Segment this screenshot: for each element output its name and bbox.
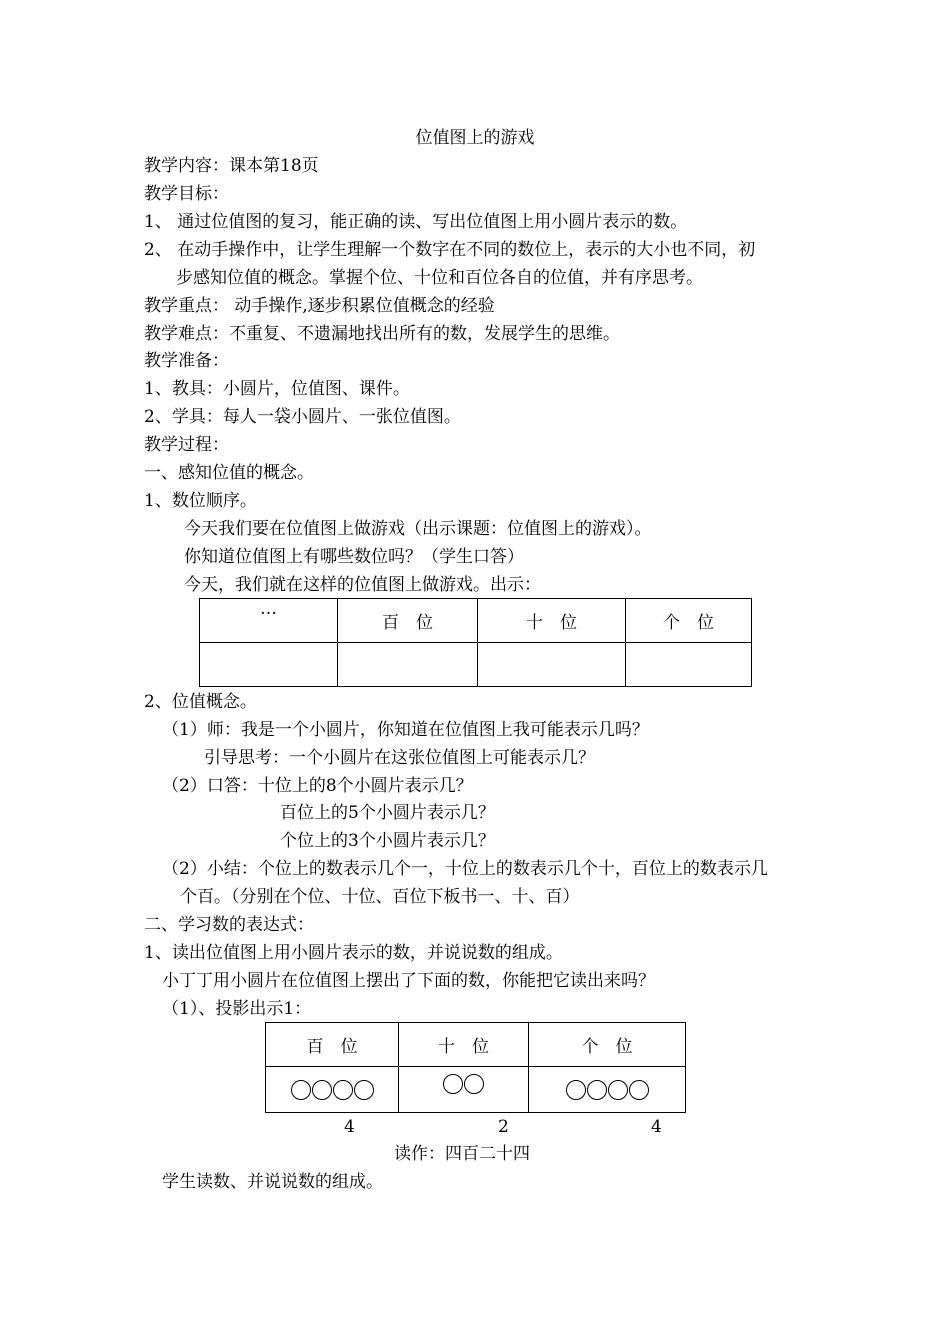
circle-counter-icon	[629, 1080, 649, 1100]
circle-counter-icon	[587, 1080, 607, 1100]
circle-counter-icon	[291, 1080, 311, 1100]
table-header-cell: 十 位	[399, 1023, 529, 1067]
table-cell	[338, 643, 478, 687]
table-header-cell: 个 位	[529, 1023, 686, 1067]
text-line: （1）师：我是一个小圆片，你知道在位值图上我可能表示几吗？	[162, 720, 649, 740]
text-line: 小丁丁用小圆片在位值图上摆出了下面的数，你能把它读出来吗？	[162, 971, 655, 991]
text-line: 教学目标：	[144, 184, 229, 204]
text-line: 教学过程：	[144, 435, 229, 455]
circle-counter-icon	[608, 1080, 628, 1100]
text-line: 你知道位值图上有哪些数位吗？（学生口答）	[184, 547, 524, 567]
place-value-table-424	[265, 1022, 686, 1113]
text-line: 2、学具：每人一袋小圆片、一张位值图。	[144, 407, 461, 427]
table-header-cell: 个 位	[626, 599, 752, 643]
circles-cell-hundreds	[266, 1067, 399, 1113]
text-line: 教学难点：不重复、不遗漏地找出所有的数，发展学生的思维。	[144, 324, 620, 344]
digit-hundreds: 4	[344, 1117, 355, 1137]
place-value-table-blank	[199, 598, 752, 687]
circles-cell-tens	[399, 1067, 529, 1113]
digit-ones: 4	[651, 1117, 662, 1137]
text-line: 学生读数、并说说数的组成。	[162, 1172, 383, 1192]
page-title: 位值图上的游戏	[415, 128, 535, 148]
text-line: 个百。（分别在个位、十位、百位下板书一、十、百）	[180, 887, 580, 907]
text-line: 百位上的5个小圆片表示几？	[280, 803, 495, 823]
text-line: （2）小结：个位上的数表示几个一，十位上的数表示几个十，百位上的数表示几	[162, 859, 768, 879]
table-cell	[478, 643, 626, 687]
table-cell	[200, 643, 338, 687]
text-line: 引导思考：一个小圆片在这张位值图上可能表示几？	[204, 748, 595, 768]
circle-counter-icon	[443, 1074, 463, 1094]
text-line: 2、 在动手操作中，让学生理解一个数字在不同的数位上，表示的大小也不同，初	[144, 240, 756, 260]
text-line: （1）、投影出示1：	[162, 999, 312, 1019]
text-line: 1、读出位值图上用小圆片表示的数，并说说数的组成。	[144, 943, 563, 963]
table-cell	[626, 643, 752, 687]
text-line: 今天我们要在位值图上做游戏（出示课题：位值图上的游戏）。	[184, 519, 652, 539]
text-line: 二、学习数的表达式：	[144, 915, 314, 935]
circle-counter-icon	[354, 1080, 374, 1100]
digit-tens: 2	[498, 1117, 509, 1137]
read-as-line: 读作：四百二十四	[394, 1144, 530, 1164]
circle-counter-icon	[464, 1074, 484, 1094]
text-line: 步感知位值的概念。掌握个位、十位和百位各自的位值，并有序思考。	[176, 268, 703, 288]
table-header-cell: 百 位	[338, 599, 478, 643]
text-line: 今天，我们就在这样的位值图上做游戏。出示：	[184, 575, 541, 595]
text-line: 教学重点： 动手操作,逐步积累位值概念的经验	[144, 296, 495, 316]
text-line: 一、感知位值的概念。	[144, 463, 314, 483]
table-header-cell: …	[200, 599, 338, 643]
circles-cell-ones	[529, 1067, 686, 1113]
text-line: 教学准备：	[144, 351, 229, 371]
table-header-cell: 百 位	[266, 1023, 399, 1067]
circle-counter-icon	[566, 1080, 586, 1100]
text-line: 个位上的3个小圆片表示几？	[280, 831, 495, 851]
text-line: 2、位值概念。	[144, 692, 257, 712]
text-line: 教学内容：课本第18页	[144, 156, 319, 176]
text-line: （2）口答：十位上的8个小圆片表示几？	[162, 776, 473, 796]
circle-counter-icon	[312, 1080, 332, 1100]
text-line: 1、数位顺序。	[144, 491, 257, 511]
text-line: 1、教具：小圆片，位值图、课件。	[144, 379, 410, 399]
circle-counter-icon	[333, 1080, 353, 1100]
text-line: 1、 通过位值图的复习，能正确的读、写出位值图上用小圆片表示的数。	[144, 212, 688, 232]
table-header-cell: 十 位	[478, 599, 626, 643]
